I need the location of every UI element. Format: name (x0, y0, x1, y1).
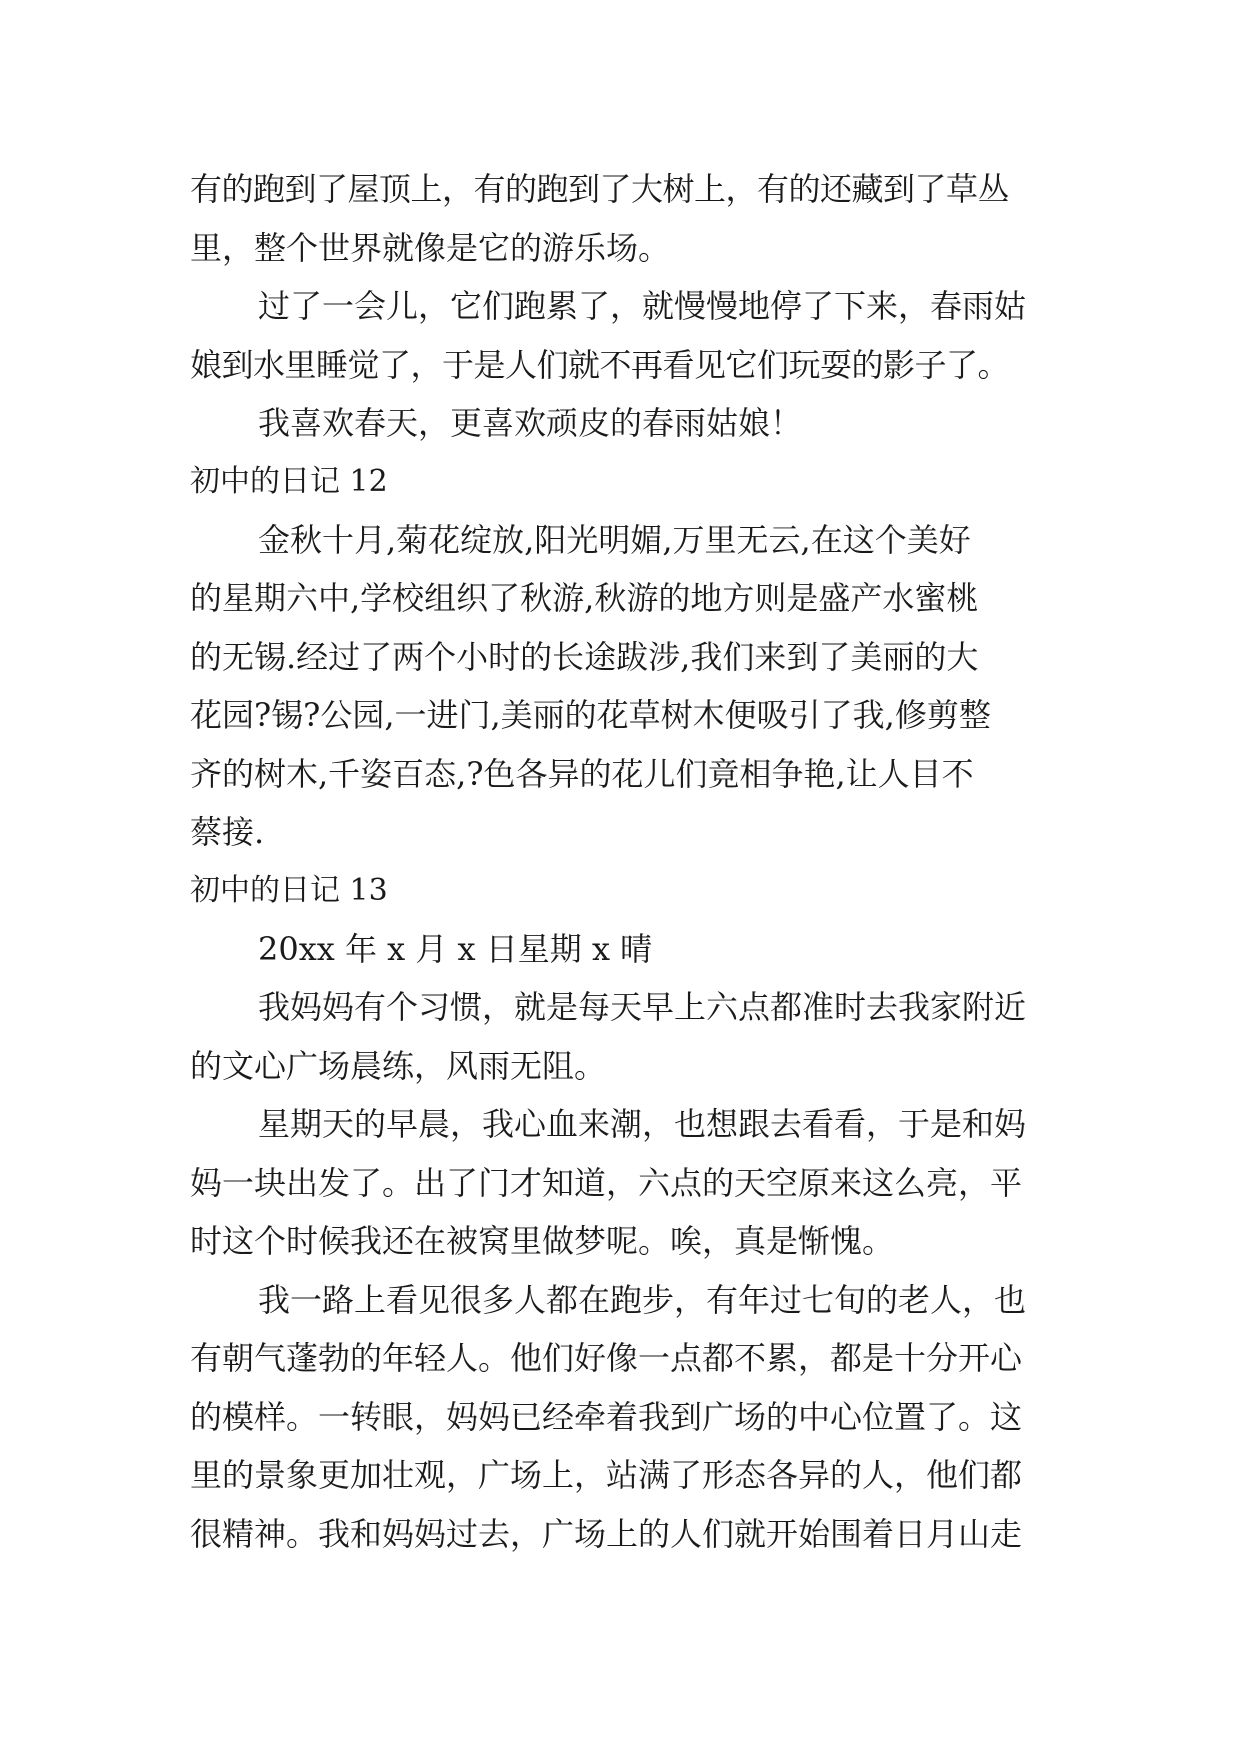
section-heading: 初中的日记 12 (190, 463, 388, 499)
text-line: 星期天的早晨，我心血来潮，也想跟去看看，于是和妈 (258, 1105, 1027, 1143)
section-heading: 初中的日记 13 (190, 872, 388, 908)
text-line: 有朝气蓬勃的年轻人。他们好像一点都不累，都是十分开心 (190, 1339, 1023, 1377)
text-line: 过了一会儿，它们跑累了，就慢慢地停了下来，春雨姑 (258, 287, 1027, 325)
text-line: 蔡接. (190, 813, 265, 851)
document-page (190, 160, 1060, 1563)
text-line: 时这个时候我还在被窝里做梦呢。唉，真是惭愧。 (190, 1222, 895, 1260)
diary-date: 20xx 年 x 月 x 日星期 x 晴 (258, 929, 653, 968)
text-line: 齐的树木,千姿百态,?色各异的花儿们竟相争艳,让人目不 (190, 754, 974, 793)
text-line: 妈一块出发了。出了门才知道，六点的天空原来这么亮，平 (190, 1163, 1023, 1202)
text-line: 我妈妈有个习惯，就是每天早上六点都准时去我家附近 (258, 988, 1027, 1026)
text-line: 有的跑到了屋顶上，有的跑到了大树上，有的还藏到了草丛 (190, 170, 1010, 208)
text-line: 我喜欢春天，更喜欢顽皮的春雨姑娘！ (258, 404, 803, 442)
text-line: 我一路上看见很多人都在跑步，有年过七旬的老人，也 (258, 1280, 1027, 1319)
text-line: 娘到水里睡觉了，于是人们就不再看见它们玩耍的影子了。 (190, 345, 1010, 384)
text-line: 金秋十月,菊花绽放,阳光明媚,万里无云,在这个美好 (258, 520, 971, 559)
text-line: 的文心广场晨练，风雨无阻。 (190, 1046, 607, 1085)
text-line: 里，整个世界就像是它的游乐场。 (190, 228, 671, 267)
text-line: 的星期六中,学校组织了秋游,秋游的地方则是盛产水蜜桃 (190, 579, 979, 617)
text-line: 很精神。我和妈妈过去，广场上的人们就开始围着日月山走 (190, 1514, 1023, 1553)
text-line: 里的景象更加壮观，广场上，站满了形态各异的人，他们都 (190, 1456, 1023, 1494)
text-line: 的无锡.经过了两个小时的长途跋涉,我们来到了美丽的大 (190, 637, 979, 676)
text-line: 的模样。一转眼，妈妈已经牵着我到广场的中心位置了。这 (190, 1397, 1023, 1436)
text-line: 花园?锡?公园,一进门,美丽的花草树木便吸引了我,修剪整 (190, 696, 991, 734)
